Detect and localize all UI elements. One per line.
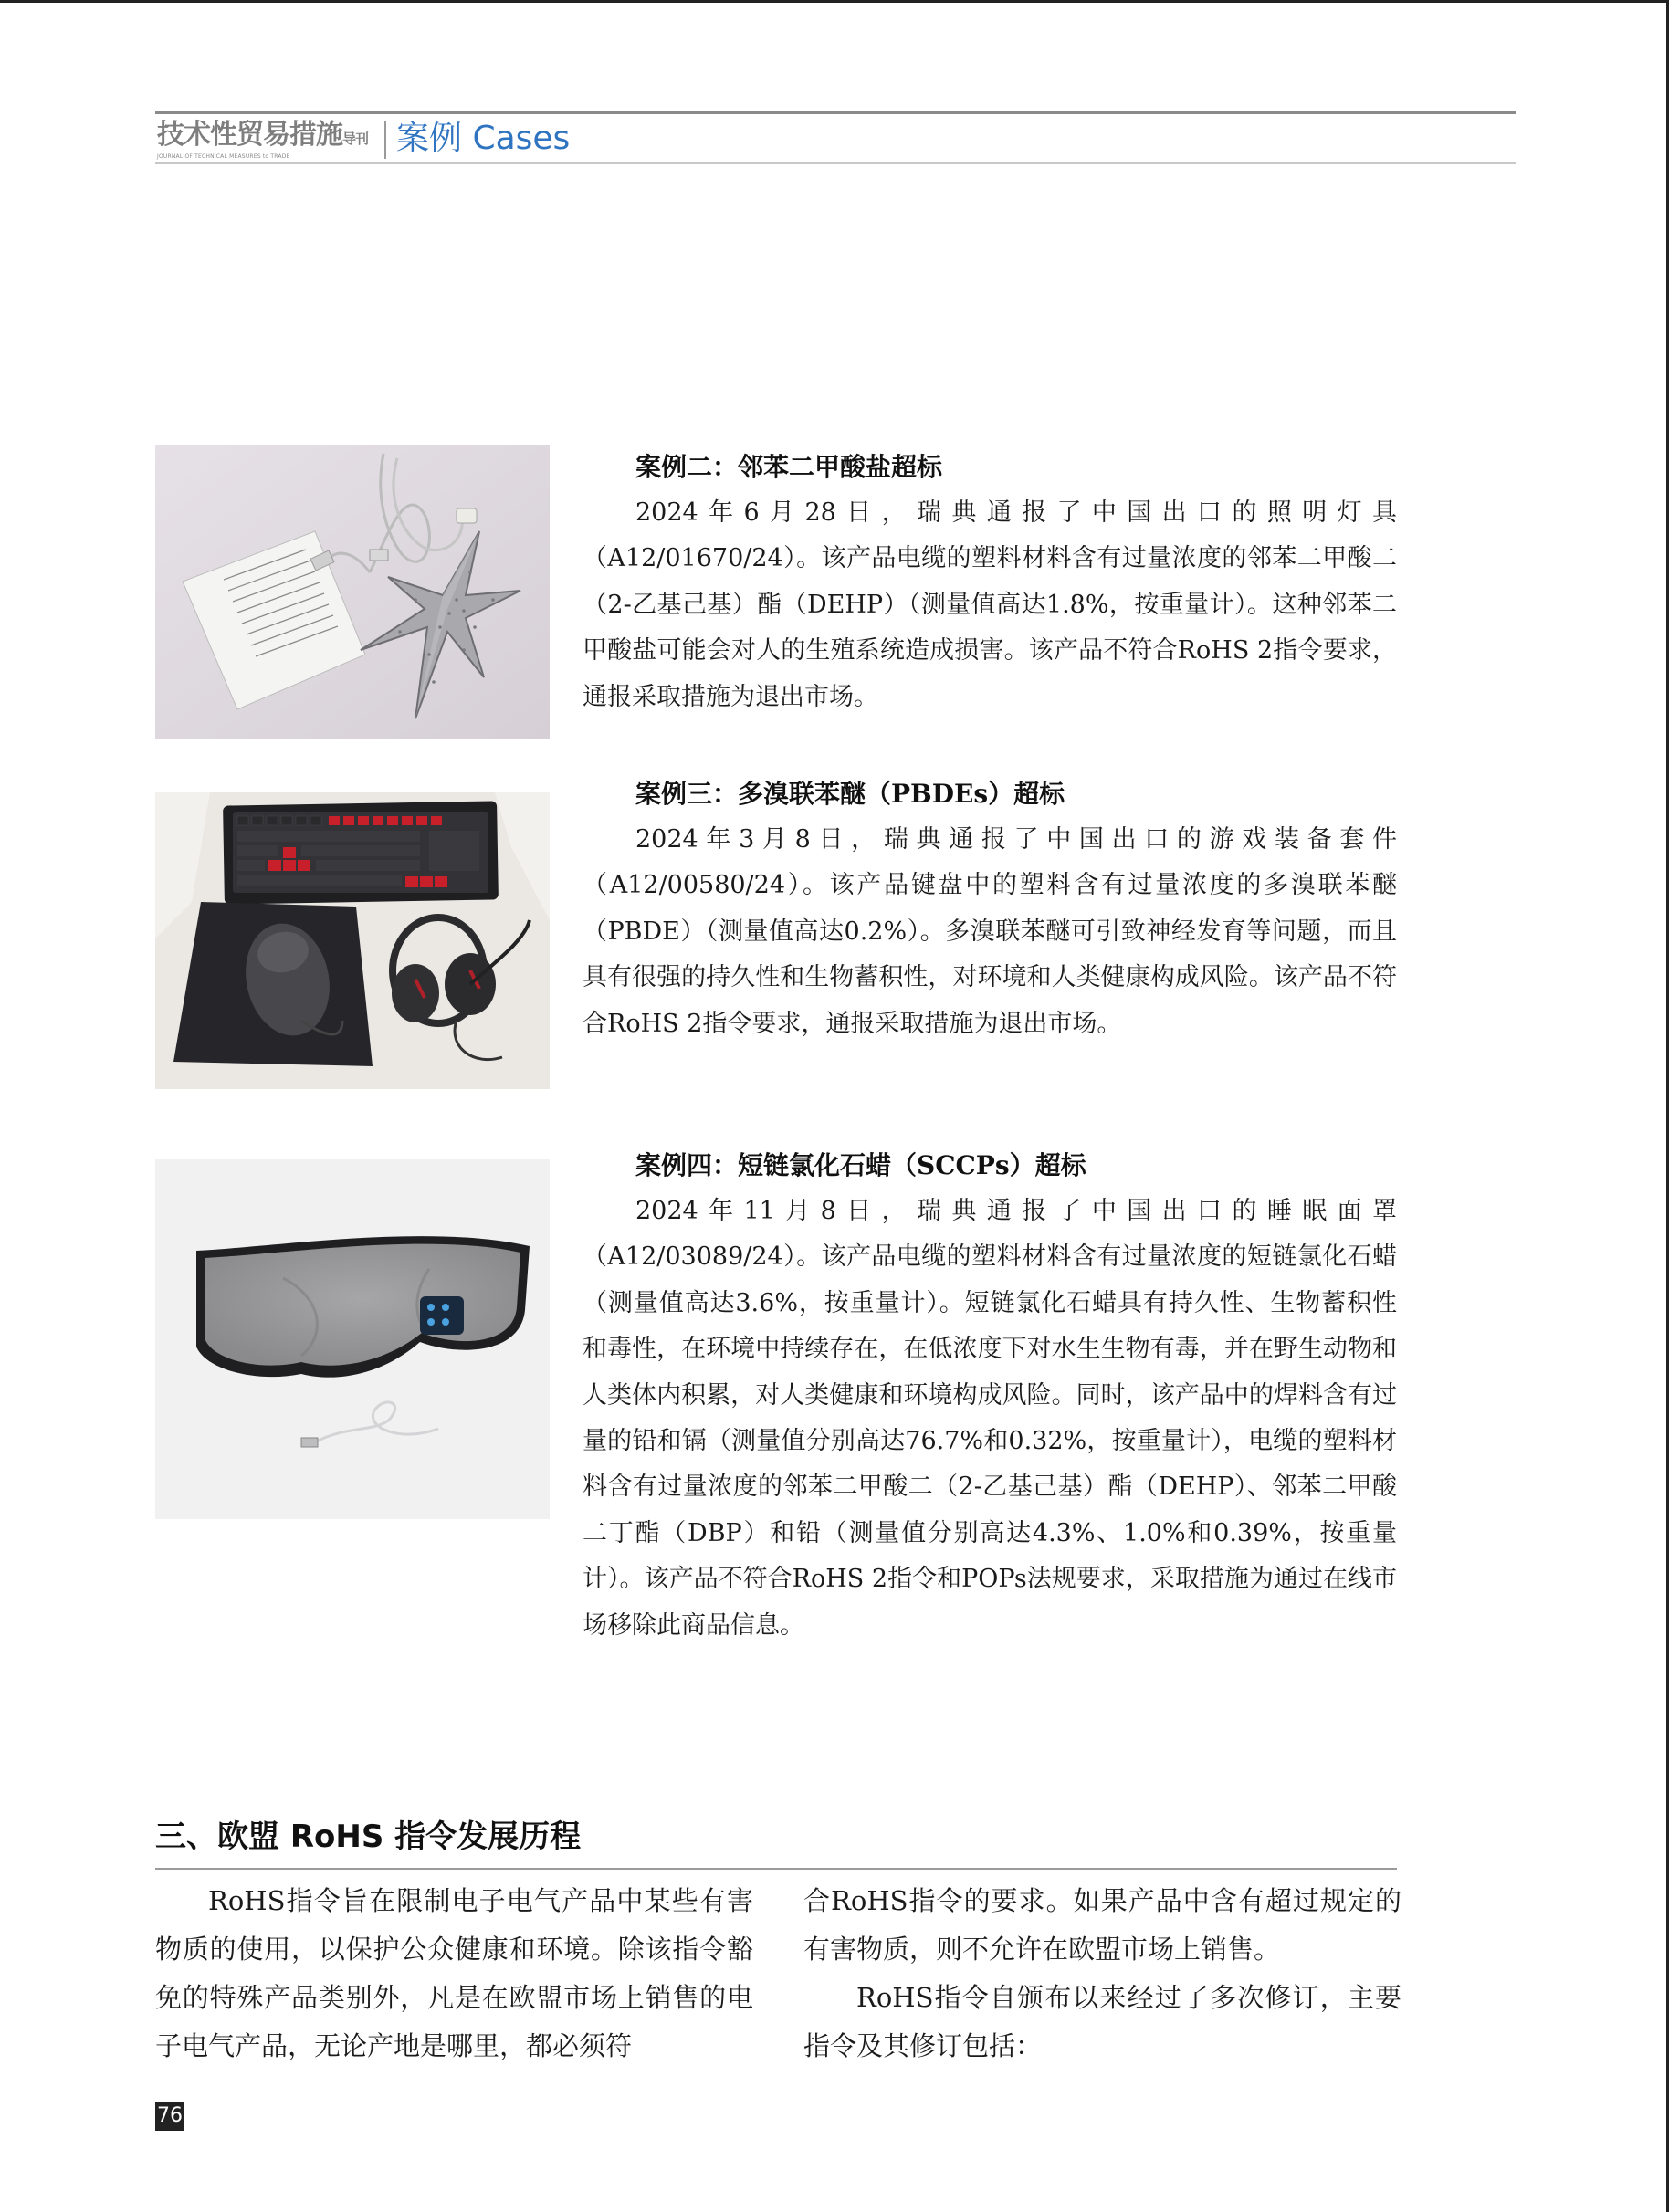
column-right	[803, 1877, 1401, 2070]
journal-title-cn: 技术性贸易措施导刊	[157, 119, 369, 151]
paragraph-rohs-intro: RoHS指令旨在限制电子电气产品中某些有害物质的使用，以保护公众健康和环境。除该指令豁免的特殊产品类别外，凡是在欧盟市场上销售的电子电气产品，无论产地是哪里，都必须符	[155, 1885, 753, 2061]
journal-logo	[157, 121, 381, 159]
column-left	[155, 1877, 753, 2070]
case-4	[583, 1143, 1397, 1649]
case-4-body: 2024年11月8日，瑞典通报了中国出口的睡眠面罩（A12/03089/24）。该产品电缆的塑料材料含有过量浓度的短链氯化石蜡（测量值高达3.6%，按重量计）。短链氯化石蜡具有持久性、生物蓄积性和毒性，在环境中持续存在，在低浓度下对水生生物有毒，并在野生动物和人类体内积累，对人类健康和环境构成风险。同时，该产品中的焊料含有过量的铅和镉（测量值分别高达76.7%和0.32%，按重量计），电缆的塑料材料含有过量浓度的邻苯二甲酸二（2-乙基己基）酯（DEHP）、邻苯二甲酸二丁酯（DBP）和铅（测量值分别高达4.3%、1.0%和0.39%，按重量计）。该产品不符合RoHS 2指令和POPs法规要求，采取措施为通过在线市场移除此商品信息。	[583, 1197, 1397, 1640]
photo-gaming-kit	[155, 792, 550, 1089]
case-2	[583, 445, 1397, 720]
photo-star-lamp	[155, 445, 550, 739]
case-4-title: 案例四：短链氯化石蜡（SCCPs）超标	[635, 1150, 1086, 1180]
section-rule	[155, 1868, 1397, 1870]
case-3-title: 案例三：多溴联苯醚（PBDEs）超标	[635, 779, 1065, 809]
case-2-title: 案例二：邻苯二甲酸盐超标	[635, 452, 943, 482]
case-3	[583, 771, 1397, 1047]
section-label: 案例 Cases	[396, 120, 571, 157]
header-rule-bottom	[155, 162, 1516, 164]
paragraph-rohs-continued: 合RoHS指令的要求。如果产品中含有超过规定的有害物质，则不允许在欧盟市场上销售。	[803, 1885, 1401, 1965]
header-rule-top	[155, 111, 1516, 114]
header-separator	[384, 121, 386, 159]
case-3-body: 2024年3月8日，瑞典通报了中国出口的游戏装备套件（A12/00580/24）。该产品键盘中的塑料含有过量浓度的多溴联苯醚（PBDE）（测量值高达0.2%）。多溴联苯醚可引致神经发育等问题，而且具有很强的持久性和生物蓄积性，对环境和人类健康构成风险。该产品不符合RoHS 2指令要求，通报采取措施为退出市场。	[583, 825, 1397, 1038]
page-frame-top	[0, 0, 1669, 3]
page-number: 76	[155, 2102, 184, 2131]
section-heading: 三、欧盟 RoHS 指令发展历程	[155, 1819, 582, 1855]
photo-sleep-mask	[155, 1159, 550, 1519]
case-2-body: 2024年6月28日，瑞典通报了中国出口的照明灯具（A12/01670/24）。该产品电缆的塑料材料含有过量浓度的邻苯二甲酸二（2-乙基己基）酯（DEHP）（测量值高达1.8%，按重量计）。这种邻苯二甲酸盐可能会对人的生殖系统造成损害。该产品不符合RoHS 2指令要求，通报采取措施为退出市场。	[583, 498, 1397, 711]
paragraph-rohs-revisions: RoHS指令自颁布以来经过了多次修订，主要指令及其修订包括：	[803, 1982, 1401, 2061]
journal-title-en: JOURNAL OF TECHNICAL MEASURES to TRADE	[157, 153, 290, 160]
